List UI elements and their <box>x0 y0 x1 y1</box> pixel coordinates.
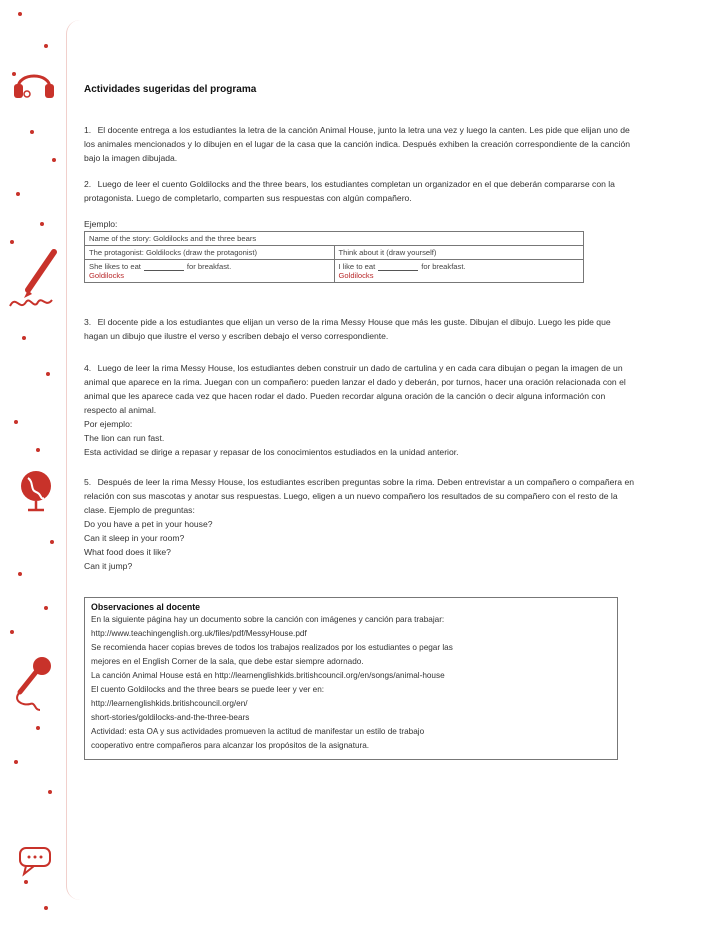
question-item: What food does it like? <box>84 547 171 557</box>
decor-dot <box>36 726 40 730</box>
decor-dot <box>40 222 44 226</box>
decor-dot <box>36 448 40 452</box>
organizer-table <box>84 231 584 283</box>
decorative-sidebar <box>0 0 80 930</box>
main-content <box>84 84 636 760</box>
decor-dot <box>44 606 48 610</box>
activity-3 <box>84 315 636 343</box>
decor-dot <box>50 540 54 544</box>
cell-answer: Goldilocks <box>338 271 374 280</box>
decor-dot <box>44 906 48 910</box>
activity-5 <box>84 475 636 517</box>
decor-dot <box>14 420 18 424</box>
example-label: Por ejemplo: <box>84 419 133 429</box>
cell-text: for breakfast. <box>186 262 232 271</box>
activity-text: Después de leer la rima Messy House, los estudiantes escriben preguntas sobre la rima. Deben entrevistar a un compañero o compañera en relación con sus mascotas y anotar sus respuestas. Luego, eligen a un nuevo compañero los resultados de su compañero con el resto de la clase. Ejemplo de preguntas: <box>84 477 635 515</box>
headphones-icon <box>6 54 62 110</box>
activity-1 <box>84 123 636 165</box>
decor-dot <box>16 192 20 196</box>
speech-bubble-icon <box>6 840 62 880</box>
table-cell <box>334 260 584 283</box>
activity-text: Luego de leer el cuento Goldilocks and the three bears, los estudiantes completan un organizador en el que deberán compararse con la protagonista. Luego de completarlo, comparten sus respuestas con algún compañero. <box>84 179 615 203</box>
cell-text: I like to eat <box>338 262 376 271</box>
activity-4 <box>84 361 636 417</box>
observations-box <box>84 597 618 760</box>
question-item: Can it jump? <box>84 561 133 571</box>
page-title: Actividades sugeridas del programa <box>84 84 257 95</box>
activity-text: El docente pide a los estudiantes que elijan un verso de la rima Messy House que más les guste. Dibujan el dibujo. Luego les pide que hagan un dibujo que ilustre el verso y escriben debajo el verso correspondiente. <box>84 317 611 341</box>
question-list <box>84 517 636 573</box>
table-cell: Name of the story: Goldilocks and the three bears <box>85 232 584 246</box>
activity-number: 5. <box>84 477 92 487</box>
observation-line: En la siguiente página hay un documento sobre la canción con imágenes y canción para trabajar: <box>91 615 445 624</box>
observation-link[interactable]: http://learnenglishkids.britishcouncil.org/en/ <box>91 699 248 708</box>
example-sentence: The lion can run fast. <box>84 433 165 443</box>
activity-4-extra <box>84 417 636 459</box>
decor-dot <box>46 372 50 376</box>
activity-2 <box>84 177 636 205</box>
activity-number: 1. <box>84 125 92 135</box>
observation-line: mejores en el English Corner de la sala, que debe estar siempre adornado. <box>91 657 364 666</box>
observation-line: La canción Animal House está en http://learnenglishkids.britishcouncil.org/en/songs/animal-house <box>91 671 445 680</box>
blank-line <box>378 263 418 271</box>
sidebar-curve <box>66 20 80 900</box>
activity-number: 4. <box>84 363 92 373</box>
decor-dot <box>14 760 18 764</box>
activity-number: 3. <box>84 317 92 327</box>
table-row <box>85 232 584 246</box>
activity-text: Luego de leer la rima Messy House, los estudiantes deben construir un dado de cartulina y en cada cara dibujan o pegan la imagen de un animal que aparece en la rima. Juegan con un compañero: pueden lanzar el dado y deberán, por turnos, hacer una oración relacionada con el animal que les aparece cada vez que hacen rodar el dado. Pueden recordar alguna oración de la canción o decir alguna información con respecto al animal. <box>84 363 626 415</box>
cell-text: She likes to eat <box>89 262 141 271</box>
activity-note: Esta actividad se dirige a repasar y repasar de los conocimientos estudiados en la unidad anterior. <box>84 447 459 457</box>
observations-title: Observaciones al docente <box>91 602 201 612</box>
blank-line <box>144 263 184 271</box>
observation-line: Actividad: esta OA y sus actividades promueven la actitud de manifestar un estilo de trabajo <box>91 727 425 736</box>
observation-link[interactable]: http://www.teachingenglish.org.uk/files/pdf/MessyHouse.pdf <box>91 629 307 638</box>
decor-dot <box>18 12 22 16</box>
observation-line: cooperativo entre compañeros para alcanzar los propósitos de la asignatura. <box>91 741 370 750</box>
table-cell: The protagonist: Goldilocks (draw the protagonist) <box>85 246 335 260</box>
table-row <box>85 260 584 283</box>
decor-dot <box>48 790 52 794</box>
decor-dot <box>24 880 28 884</box>
decor-dot <box>44 44 48 48</box>
activity-text: El docente entrega a los estudiantes la letra de la canción Animal House, junto la letra una vez y luego la canten. Les pide que elijan uno de los animales mencionados y lo dibujen en el lugar de la casa que la canción indica. Después exhiben la creación correspondiente de la canción bajo la imagen dibujada. <box>84 125 631 163</box>
decor-dot <box>18 572 22 576</box>
table-cell: Think about it (draw yourself) <box>334 246 584 260</box>
question-item: Can it sleep in your room? <box>84 533 185 543</box>
observation-link[interactable]: short-stories/goldilocks-and-the-three-bears <box>91 713 250 722</box>
cell-text: for breakfast. <box>421 262 466 271</box>
table-row <box>85 246 584 260</box>
globe-icon <box>6 460 62 516</box>
activity-number: 2. <box>84 179 92 189</box>
observation-line: El cuento Goldilocks and the three bears se puede leer y ver en: <box>91 685 325 694</box>
decor-dot <box>10 630 14 634</box>
decor-dot <box>52 158 56 162</box>
table-cell <box>85 260 335 283</box>
pencil-icon <box>6 246 62 318</box>
decor-dot <box>10 240 14 244</box>
decor-dot <box>22 336 26 340</box>
observation-line: Se recomienda hacer copias breves de todos los trabajos realizados por los estudiantes o pegar las <box>91 643 453 652</box>
cell-answer: Goldilocks <box>89 271 125 280</box>
question-item: Do you have a pet in your house? <box>84 519 213 529</box>
example-label: Ejemplo: <box>84 219 118 229</box>
decor-dot <box>30 130 34 134</box>
microphone-icon <box>6 650 62 714</box>
